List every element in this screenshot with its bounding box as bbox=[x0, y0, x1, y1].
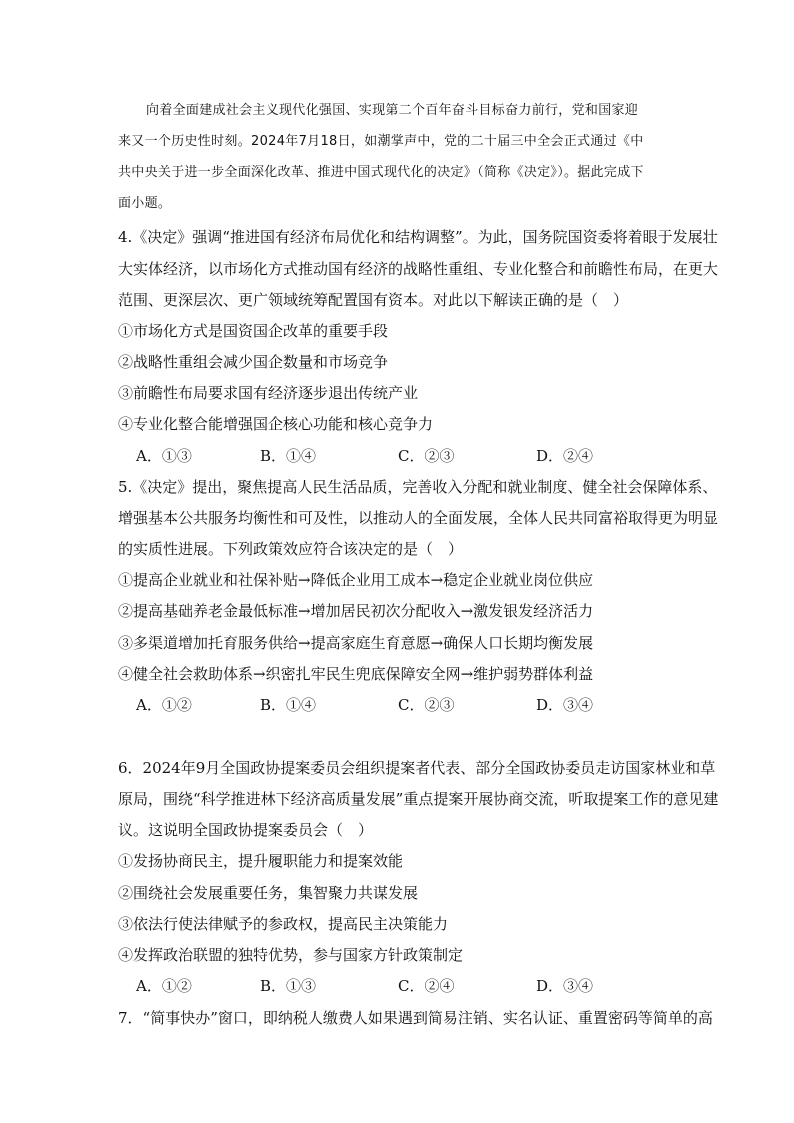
q5-statement-2: ②提高基础养老金最低标准→增加居民初次分配收入→激发银发经济活力 bbox=[118, 602, 594, 620]
q5-choice-d[interactable]: D．③④ bbox=[536, 696, 594, 714]
q4-statement-2: ②战略性重组会减少国企数量和市场竞争 bbox=[118, 353, 389, 371]
q6-stem-line-2: 原局，围绕“科学推进林下经济高质量发展”重点提案开展协商交流，听取提案工作的意见建 bbox=[118, 790, 719, 808]
q4-stem-line-1: 4.《决定》强调“推进国有经济布局优化和结构调整”。为此，国务院国资委将着眼于发展壮 bbox=[118, 228, 718, 246]
q4-choice-a[interactable]: A．①③ bbox=[136, 447, 192, 465]
q5-statement-3: ③多渠道增加托育服务供给→提高家庭生育意愿→确保人口长期均衡发展 bbox=[118, 634, 594, 652]
q7-stem-line-1: 7．“简事快办”窗口，即纳税人缴费人如果遇到简易注销、实名认证、重置密码等简单的高 bbox=[118, 1009, 713, 1027]
q5-stem-line-1: 5.《决定》提出，聚焦提高人民生活品质，完善收入分配和就业制度、健全社会保障体系、 bbox=[118, 478, 718, 496]
q5-choices bbox=[136, 695, 596, 715]
q6-stem-line-1: 6．2024年9月全国政协提案委员会组织提案者代表、部分全国政协委员走访国家林业和草 bbox=[118, 759, 716, 777]
q6-statement-3: ③依法行使法律赋予的参政权，提高民主决策能力 bbox=[118, 915, 449, 933]
q6-statement-4: ④发挥政治联盟的独特优势，参与国家方针政策制定 bbox=[118, 946, 464, 964]
q5-statement-1: ①提高企业就业和社保补贴→降低企业用工成本→稳定企业就业岗位供应 bbox=[118, 571, 594, 589]
q4-statement-4: ④专业化整合能增强国企核心功能和核心竞争力 bbox=[118, 415, 434, 433]
q6-choices bbox=[136, 976, 596, 996]
q6-statement-1: ①发扬协商民主，提升履职能力和提案效能 bbox=[118, 852, 404, 870]
intro-line-4: 面小题。 bbox=[118, 196, 172, 211]
q4-choices bbox=[136, 446, 596, 466]
q4-stem-line-3: 范围、更深层次、更广领域统筹配置国有资本。对此以下解读正确的是（ ） bbox=[118, 291, 629, 309]
q4-stem-line-2: 大实体经济，以市场化方式推动国有经济的战略性重组、专业化整合和前瞻性布局，在更大 bbox=[118, 260, 719, 278]
q6-choice-d[interactable]: D．③④ bbox=[536, 977, 594, 995]
q6-stem-line-3: 议。这说明全国政协提案委员会（ ） bbox=[118, 821, 374, 839]
q6-choice-c[interactable]: C．②④ bbox=[398, 977, 455, 995]
intro-line-2: 来又一个历史性时刻。2024年7月18日，如潮掌声中，党的二十届三中全会正式通过《中 bbox=[118, 134, 644, 149]
q4-statement-3: ③前瞻性布局要求国有经济逐步退出传统产业 bbox=[118, 384, 419, 402]
intro-line-3: 共中央关于进一步全面深化改革、推进中国式现代化的决定》（简称《决定》）。据此完成下 bbox=[118, 165, 644, 180]
q6-statement-2: ②围绕社会发展重要任务，集智聚力共谋发展 bbox=[118, 884, 419, 902]
q6-choice-b[interactable]: B．①③ bbox=[260, 977, 317, 995]
q4-choice-c[interactable]: C．②③ bbox=[398, 447, 455, 465]
q6-choice-a[interactable]: A．①② bbox=[136, 977, 192, 995]
intro-line-1: 向着全面建成社会主义现代化强国、实现第二个百年奋斗目标奋力前行，党和国家迎 bbox=[146, 103, 639, 118]
q4-choice-d[interactable]: D．②④ bbox=[536, 447, 594, 465]
q5-choice-b[interactable]: B．①④ bbox=[260, 696, 317, 714]
q5-statement-4: ④健全社会救助体系→织密扎牢民生兜底保障安全网→维护弱势群体利益 bbox=[118, 665, 594, 683]
q4-choice-b[interactable]: B．①④ bbox=[260, 447, 317, 465]
q5-choice-c[interactable]: C．②③ bbox=[398, 696, 455, 714]
q5-stem-line-2: 增强基本公共服务均衡性和可及性，以推动人的全面发展，全体人民共同富裕取得更为明显 bbox=[118, 509, 719, 527]
q5-choice-a[interactable]: A．①② bbox=[136, 696, 192, 714]
q5-stem-line-3: 的实质性进展。下列政策效应符合该决定的是（ ） bbox=[118, 540, 464, 558]
q4-statement-1: ①市场化方式是国资国企改革的重要手段 bbox=[118, 322, 389, 340]
